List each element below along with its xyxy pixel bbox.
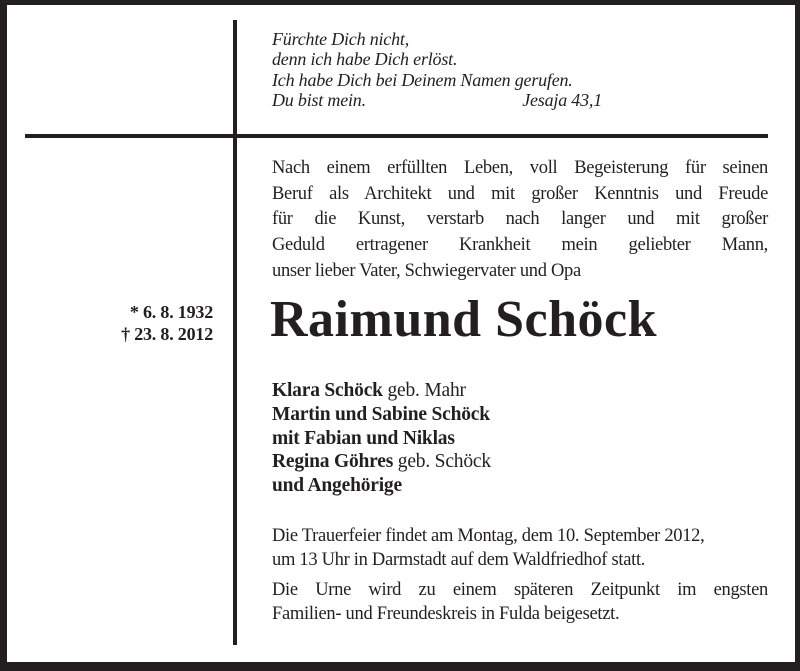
quote-line: Fürchte Dich nicht, xyxy=(272,29,409,49)
quote-line: denn ich habe Dich erlöst. xyxy=(272,49,458,70)
mourner-name: Martin und Sabine Schöck xyxy=(272,403,490,425)
intro-paragraph xyxy=(272,156,768,285)
deceased-name: Raimund Schöck xyxy=(270,291,657,348)
funeral-info-line: um 13 Uhr in Darmstadt auf dem Waldfriedhof statt. xyxy=(272,550,646,570)
mourner-name-suffix: geb. Schöck xyxy=(393,451,491,473)
mourner-name: und Angehörige xyxy=(272,475,402,497)
birth-date: * 6. 8. 1932 xyxy=(129,302,213,322)
frame-border-right xyxy=(795,0,800,671)
urn-info-line: Familien- und Freundeskreis in Fulda beigesetzt. xyxy=(272,604,620,624)
scripture-quote xyxy=(272,29,602,111)
mourner-line xyxy=(272,403,491,427)
mourner-name-suffix: geb. Mahr xyxy=(382,380,466,401)
frame-border-bottom xyxy=(0,662,800,671)
intro-line: Geduld ertragener Krankheit mein geliebter Mann, xyxy=(272,235,768,256)
horizontal-divider-rule xyxy=(25,134,768,138)
vertical-divider-rule xyxy=(233,20,237,645)
mourner-name: Klara Schöck xyxy=(272,380,383,401)
quote-line: Du bist mein. xyxy=(272,90,366,111)
mourner-line xyxy=(272,450,491,474)
funeral-info-line: Die Trauerfeier findet am Montag, dem 10. September 2012, xyxy=(272,526,705,546)
quote-last-line xyxy=(272,90,602,110)
frame-border-left xyxy=(0,0,7,671)
intro-line: Nach einem erfüllten Leben, voll Begeisterung für seinen xyxy=(272,158,768,178)
life-dates xyxy=(25,301,213,345)
scripture-citation: Jesaja 43,1 xyxy=(522,90,602,111)
intro-line: unser lieber Vater, Schwiegervater und Opa xyxy=(272,260,581,281)
mourner-line xyxy=(272,427,491,451)
mourner-name: Regina Göhres xyxy=(272,451,394,473)
urn-info-paragraph xyxy=(272,578,768,626)
urn-info-line: Die Urne wird zu einem späteren Zeitpunkt im engsten xyxy=(272,580,768,600)
quote-line: Ich habe Dich bei Deinem Namen gerufen. xyxy=(272,69,573,90)
frame-border-top xyxy=(0,0,800,5)
mourner-name: mit Fabian und Niklas xyxy=(272,427,455,449)
mourners-list xyxy=(272,379,491,498)
death-date: † 23. 8. 2012 xyxy=(121,324,213,344)
intro-line: Beruf als Architekt und mit großer Kenntnis und Freude xyxy=(272,183,768,204)
mourner-line xyxy=(272,474,491,498)
intro-line: für die Kunst, verstarb nach langer und mit großer xyxy=(272,209,768,230)
mourner-line xyxy=(272,379,491,403)
funeral-info-paragraph xyxy=(272,524,768,572)
